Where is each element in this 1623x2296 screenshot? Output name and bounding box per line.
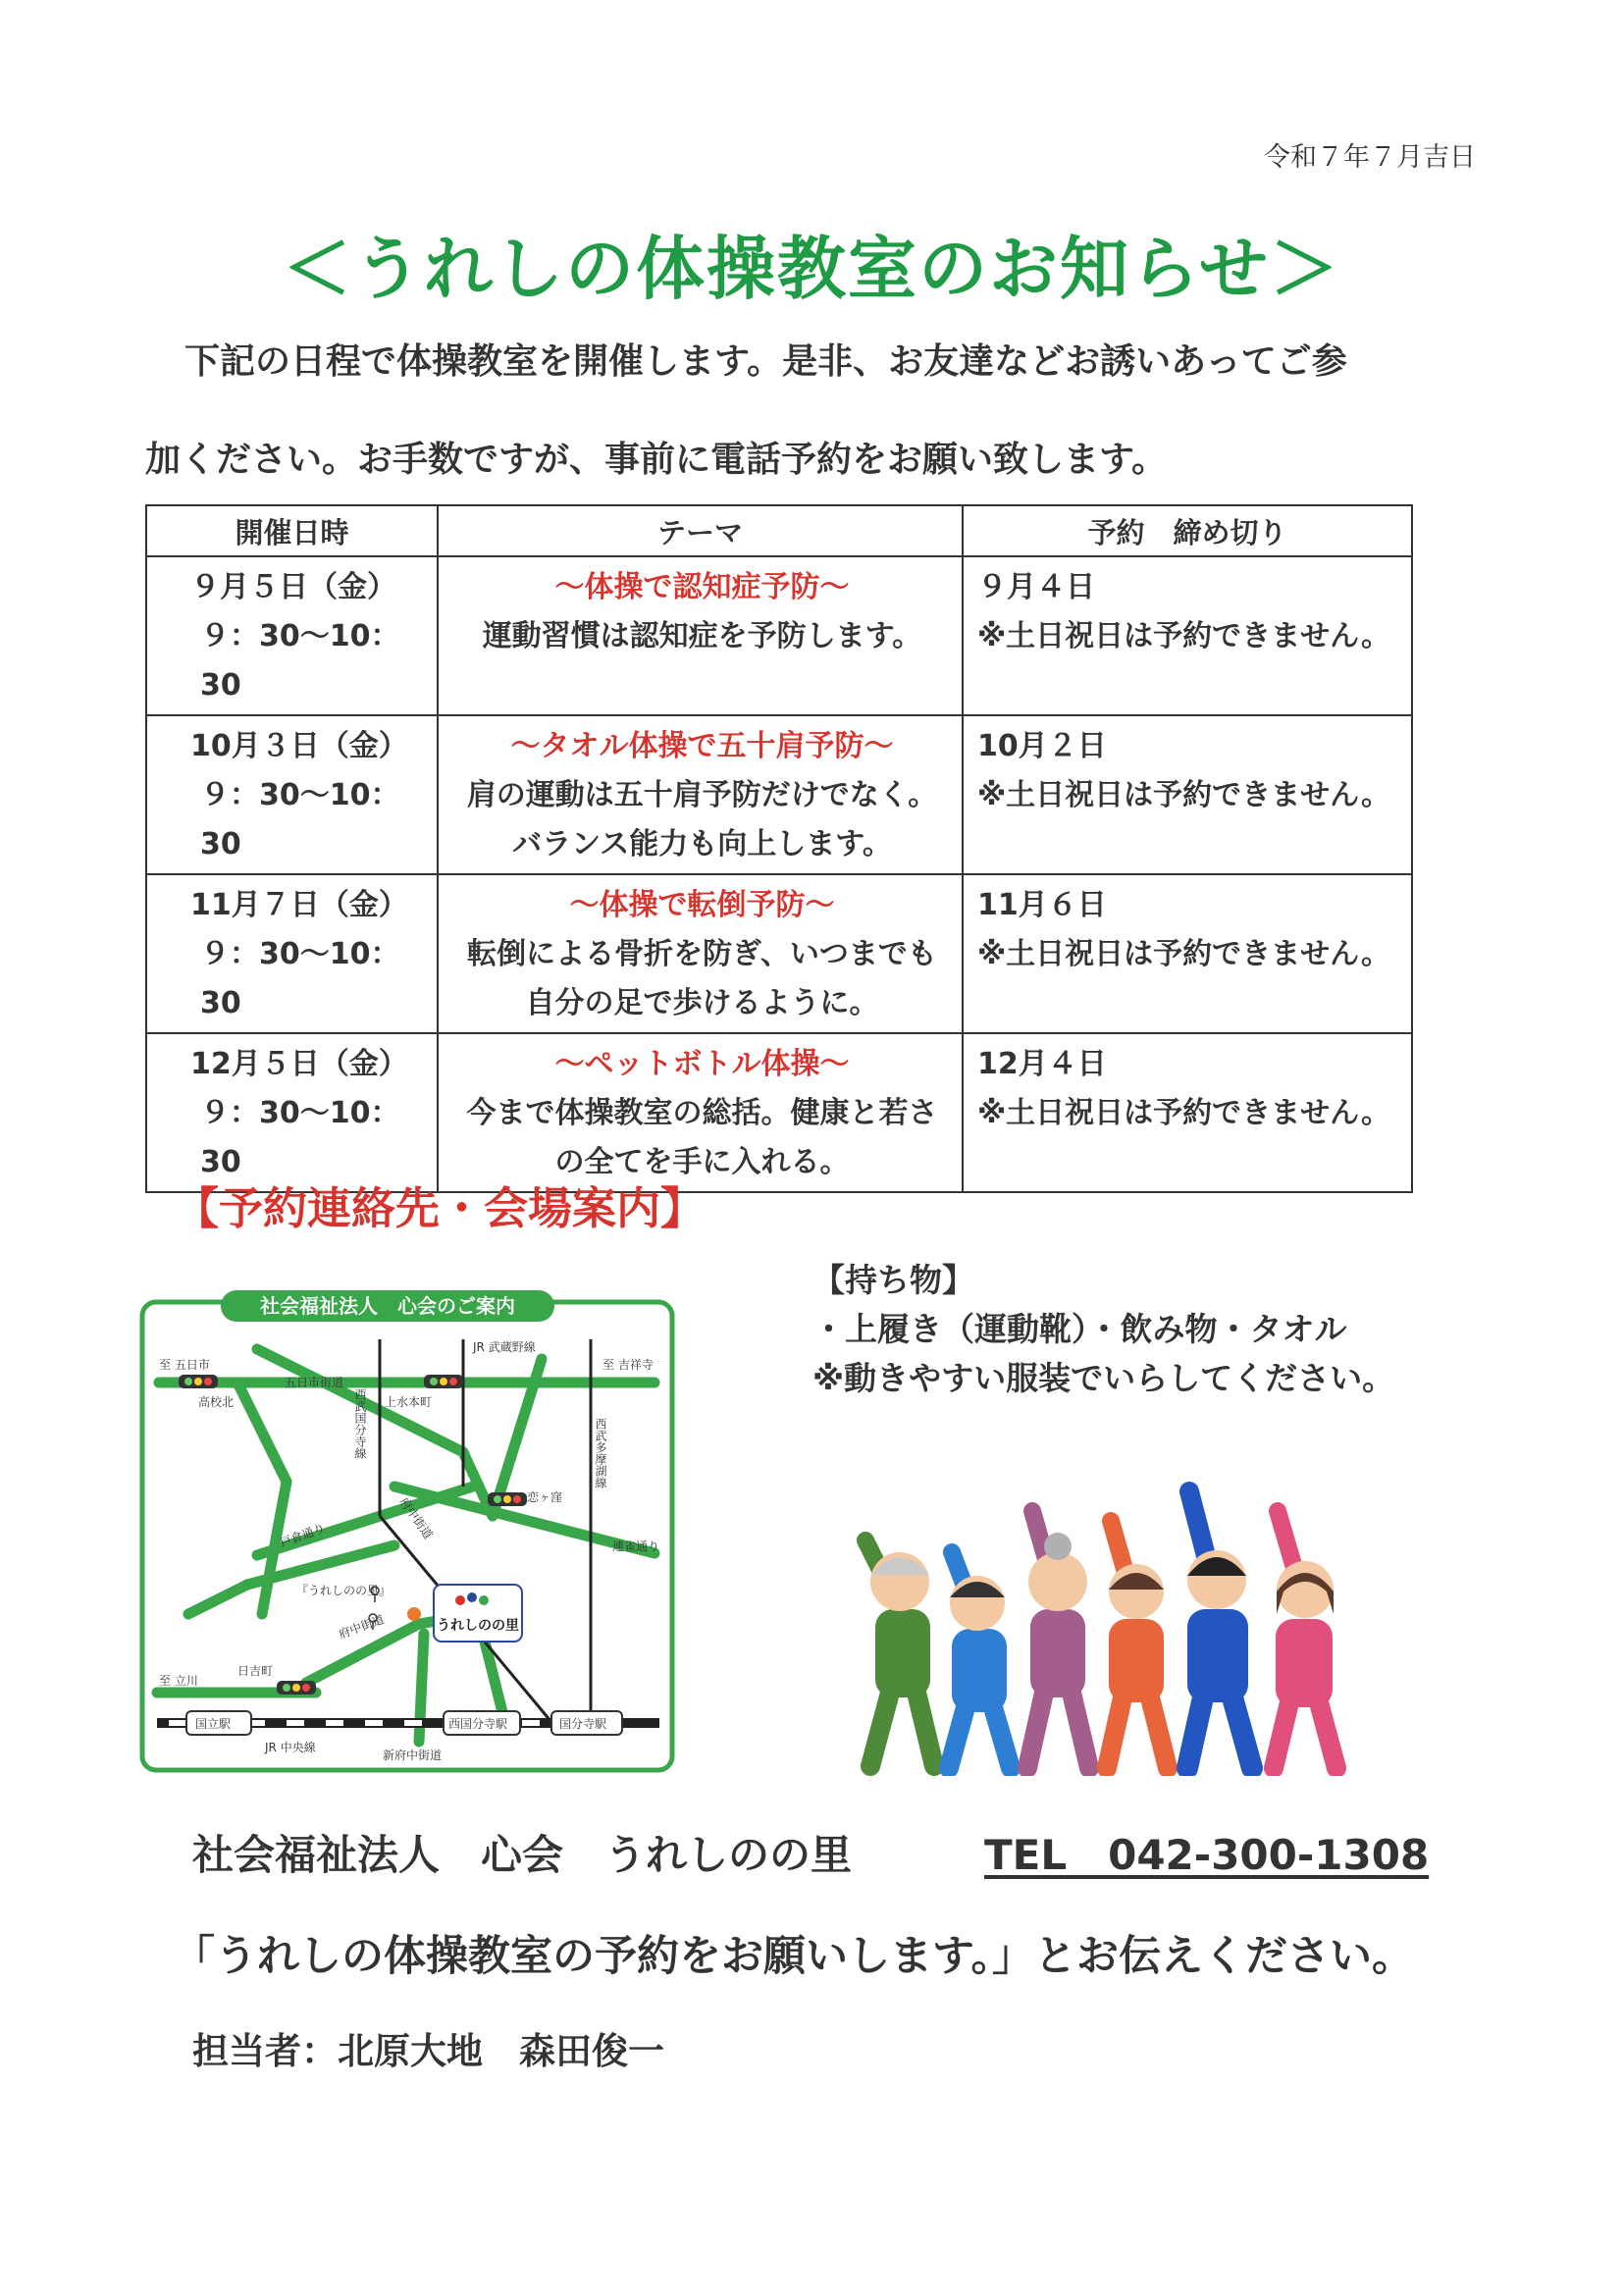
theme-line: 肩の運動は五十肩予防だけでなく。 xyxy=(466,778,938,812)
theme-line: 運動習慣は認知症を予防します。 xyxy=(482,619,922,653)
theme-cell xyxy=(438,715,963,874)
label-hiyoshicho: 日吉町 xyxy=(237,1664,274,1678)
session-date: 10月３日（金） xyxy=(190,729,408,763)
traffic-light-icon xyxy=(424,1375,463,1388)
session-date: 12月５日（金） xyxy=(190,1047,408,1081)
deadline-cell xyxy=(963,874,1412,1033)
label-itsukaichi: 至 五日市 xyxy=(159,1358,210,1372)
header-theme: テーマ xyxy=(438,505,963,556)
label-seibu-kokubunji: 西武国分寺線 xyxy=(353,1388,367,1459)
exerciser-figure xyxy=(1107,1521,1168,1768)
access-map xyxy=(139,1290,675,1774)
deadline-note: ※土日祝日は予約できません。 xyxy=(977,1096,1390,1130)
label-koko-kita: 高校北 xyxy=(198,1395,235,1409)
theme-title: ～タオル体操で五十肩予防～ xyxy=(510,729,894,763)
label-koigakubo: 恋ヶ窪 xyxy=(527,1490,563,1504)
date-cell xyxy=(146,874,438,1033)
destination-marker-icon xyxy=(407,1607,421,1621)
deadline-date: 12月４日 xyxy=(977,1047,1107,1081)
label-kokudo: 府中街道 xyxy=(337,1612,387,1642)
theme-line: の全てを手に入れる。 xyxy=(554,1145,850,1179)
date-cell xyxy=(146,715,438,874)
section-title: 【予約連絡先・会場案内】 xyxy=(175,1182,706,1234)
session-date: 11月７日（金） xyxy=(190,888,408,922)
label-kichijoji: 至 吉祥寺 xyxy=(602,1358,654,1372)
belongings xyxy=(812,1256,1394,1403)
label-toshi: 戸倉通り xyxy=(278,1521,328,1550)
label-kunitachi-station: 国立駅 xyxy=(195,1717,232,1731)
session-time: ９：30～10：30 xyxy=(200,778,400,861)
label-shinfuchu-kaido: 新府中街道 xyxy=(383,1748,443,1762)
table-row xyxy=(146,874,1412,1033)
staff-in-charge: 担当者：北原大地 森田俊一 xyxy=(192,2030,664,2072)
exercise-illustration xyxy=(846,1482,1395,1776)
table-row xyxy=(146,715,1412,874)
label-tachikawa: 至 立川 xyxy=(159,1674,198,1688)
theme-cell xyxy=(438,556,963,715)
label-sato-pin: 『うれしのの里』 xyxy=(296,1584,392,1597)
theme-line: 今まで体操教室の総括。健康と若さ xyxy=(466,1096,938,1130)
theme-cell xyxy=(438,874,963,1033)
table-row xyxy=(146,556,1412,715)
deadline-cell xyxy=(963,1033,1412,1192)
session-time: ９：30～10：30 xyxy=(200,1096,400,1179)
label-nishi-kokubunji-station: 西国分寺駅 xyxy=(448,1717,508,1731)
label-fuchu-kaido: 府中街道 xyxy=(396,1494,436,1542)
theme-title: ～ペットボトル体操～ xyxy=(554,1047,850,1081)
theme-cell xyxy=(438,1033,963,1192)
theme-title: ～体操で転倒予防～ xyxy=(569,888,835,922)
label-kamimizuhoncho: 上水本町 xyxy=(385,1395,433,1409)
label-kokubunji-station: 国分寺駅 xyxy=(559,1717,607,1731)
traffic-light-icon xyxy=(179,1375,218,1388)
intro-line-1: 下記の日程で体操教室を開催します。是非、お友達などお誘いあってご参 xyxy=(184,341,1347,382)
contact-organization: 社会福祉法人 心会 うれしのの里 xyxy=(192,1831,853,1879)
deadline-date: 11月６日 xyxy=(977,888,1107,922)
label-jr-musashino: JR 武蔵野線 xyxy=(473,1340,536,1354)
date-cell xyxy=(146,556,438,715)
traffic-light-icon xyxy=(277,1681,316,1695)
session-time: ９：30～10：30 xyxy=(200,937,400,1020)
page-title: ＜うれしの体操教室のお知らせ＞ xyxy=(283,229,1340,309)
exerciser-figure xyxy=(1027,1511,1089,1768)
facility-logo-text: うれしのの里 xyxy=(437,1618,519,1634)
table-row xyxy=(146,1033,1412,1192)
issue-date: 令和７年７月吉日 xyxy=(1264,142,1476,173)
deadline-cell xyxy=(963,715,1412,874)
exerciser-figure xyxy=(949,1552,1011,1768)
exerciser-figure xyxy=(1187,1491,1252,1768)
session-date: ９月５日（金） xyxy=(190,570,396,604)
label-seibu-tamako: 西武多摩湖線 xyxy=(594,1418,607,1488)
belongings-title: 【持ち物】 xyxy=(812,1261,974,1299)
header-date: 開催日時 xyxy=(146,505,438,556)
exerciser-figure xyxy=(1274,1511,1336,1768)
deadline-note: ※土日祝日は予約できません。 xyxy=(977,778,1390,812)
theme-line: 転倒による骨折を防ぎ、いつまでも xyxy=(467,937,937,971)
deadline-cell xyxy=(963,556,1412,715)
reservation-request: 「うれしの体操教室の予約をお願いします。」とお伝えください。 xyxy=(173,1932,1415,1981)
label-renjaku: 連雀通り xyxy=(612,1539,660,1553)
intro-line-2: 加ください。お手数ですが、事前に電話予約をお願い致します。 xyxy=(145,440,1168,480)
belongings-items: ・上履き（運動靴）・飲み物・タオル xyxy=(812,1310,1347,1348)
session-time: ９：30～10：30 xyxy=(200,619,400,703)
label-jr-chuo: JR 中央線 xyxy=(265,1741,316,1754)
map-title: 社会福祉法人 心会のご案内 xyxy=(260,1294,515,1318)
deadline-note: ※土日祝日は予約できません。 xyxy=(977,937,1390,971)
schedule-table xyxy=(145,504,1413,1193)
traffic-light-icon xyxy=(488,1492,527,1506)
label-itsukaichi-kaido: 五日市街道 xyxy=(285,1376,344,1389)
deadline-date: ９月４日 xyxy=(977,570,1095,604)
exerciser-figure xyxy=(865,1540,934,1766)
date-cell xyxy=(146,1033,438,1192)
theme-line: バランス能力も向上します。 xyxy=(512,827,892,861)
theme-title: ～体操で認知症予防～ xyxy=(554,570,850,604)
deadline-date: 10月２日 xyxy=(977,729,1107,763)
contact-phone[interactable]: TEL 042-300-1308 xyxy=(984,1831,1430,1879)
deadline-note: ※土日祝日は予約できません。 xyxy=(977,619,1390,653)
theme-line: 自分の足で歩けるように。 xyxy=(525,986,879,1020)
header-deadline: 予約 締め切り xyxy=(963,505,1412,556)
belongings-note: ※動きやすい服装でいらしてください。 xyxy=(812,1359,1395,1397)
